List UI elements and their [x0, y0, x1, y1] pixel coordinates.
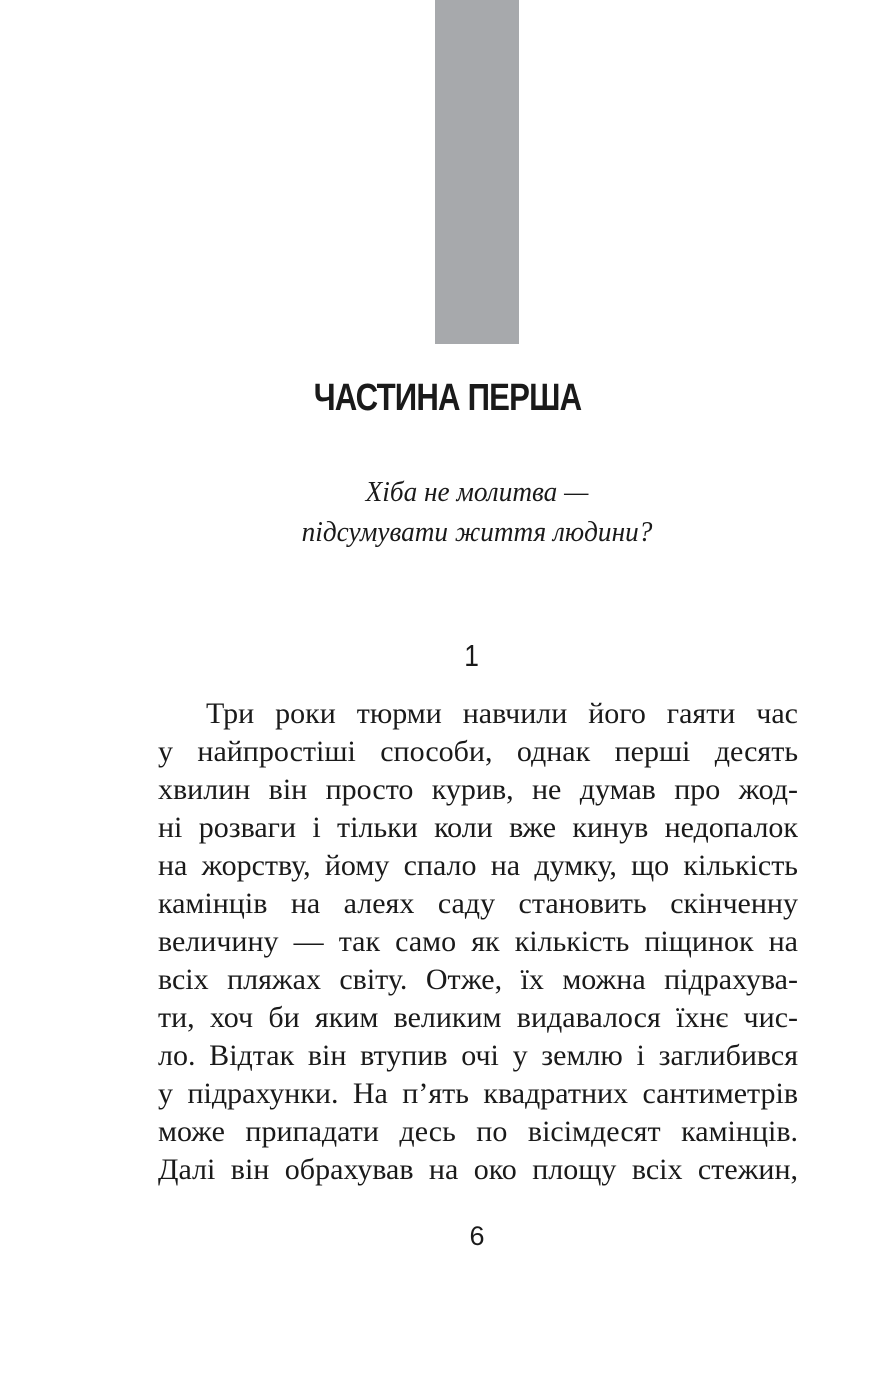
page-number: 6 [469, 1221, 485, 1251]
body-line: на жорству, йому спало на думку, що кількість [158, 849, 798, 882]
body-line: у найпростіші способи, однак перші десять [158, 735, 798, 768]
body-line: Далі він обрахував на око площу всіх стежин, [158, 1153, 798, 1186]
epigraph [0, 472, 882, 552]
epigraph-line-1: Хіба не молитва — [365, 476, 589, 508]
body-line: хвилин він просто курив, не думав про жод- [158, 773, 798, 806]
body-line: всіх пляжах світу. Отже, їх можна підрахува- [158, 963, 798, 996]
body-line: ло. Відтак він втупив очі у землю і заглибився [158, 1039, 798, 1072]
body-line: камінців на алеях саду становить скінченну [158, 887, 798, 920]
body-line: ти, хоч би яким великим видавалося їхнє чис- [158, 1001, 798, 1034]
body-line: може припадати десь по вісімдесят камінців. [158, 1115, 798, 1148]
decorative-gray-bar [435, 0, 519, 344]
chapter-number: 1 [464, 638, 479, 673]
epigraph-line-2: підсумувати життя людини? [301, 516, 653, 548]
body-line: у підрахунки. На п’ять квадратних сантиметрів [158, 1077, 798, 1110]
body-line: величину — так само як кількість піщинок на [158, 925, 798, 958]
part-title: ЧАСТИНА ПЕРША [313, 377, 582, 419]
body-text [158, 695, 798, 1189]
body-line: ні розваги і тільки коли вже кинув недопалок [158, 811, 798, 844]
body-line: Три роки тюрми навчили його гаяти час [206, 697, 798, 730]
